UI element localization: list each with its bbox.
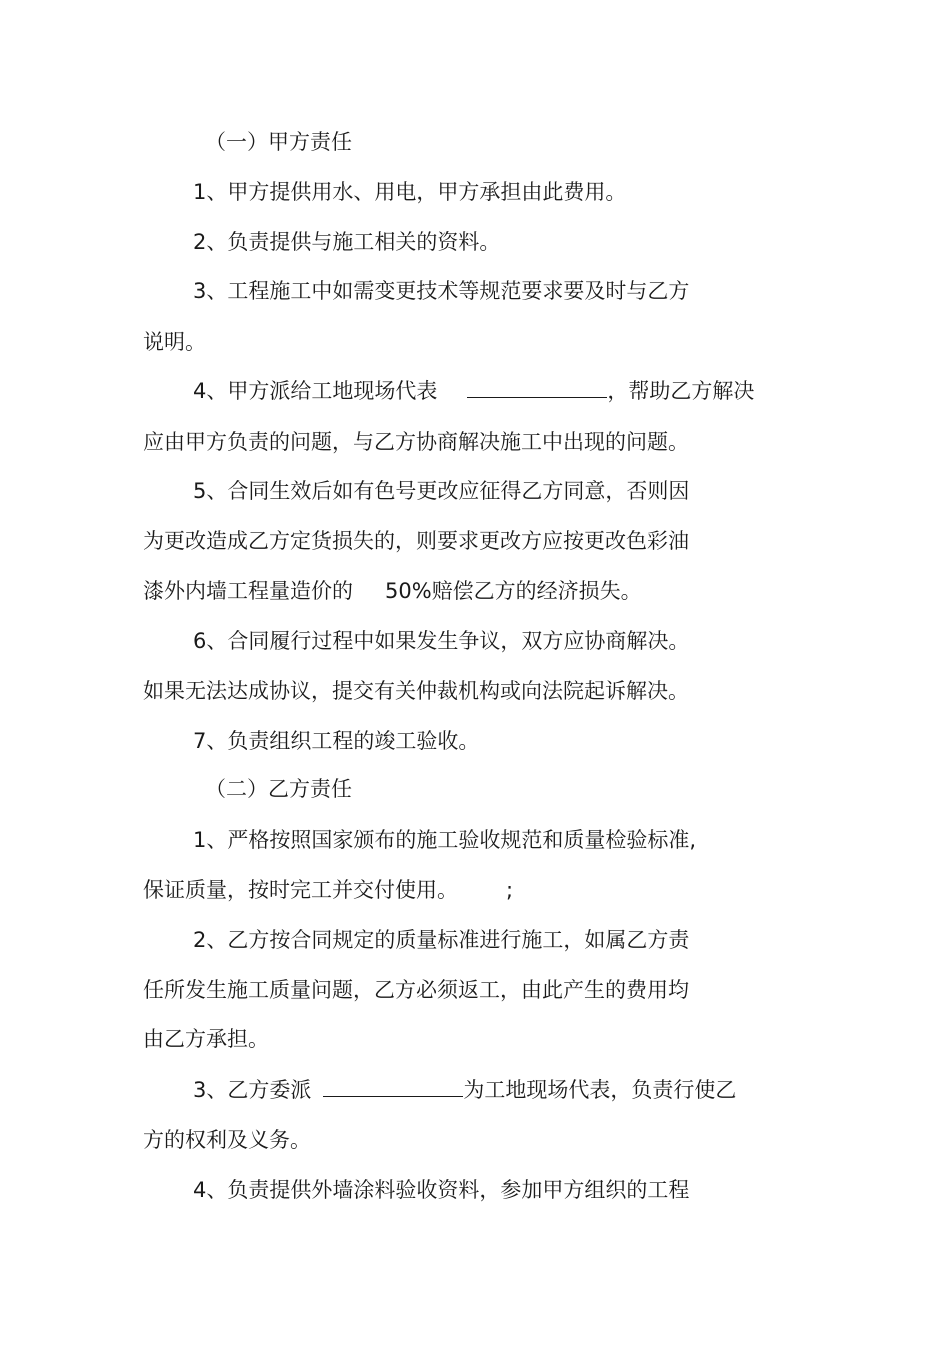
party-b-item-1-text-a: 保证质量，按时完工并交付使用。	[143, 878, 458, 902]
party-b-item-1-line-1: 1、严格按照国家颁布的施工验收规范和质量检验标准,	[193, 828, 697, 852]
party-a-item-5-line-2: 为更改造成乙方定货损失的，则要求更改方应按更改色彩油	[143, 529, 689, 553]
party-b-item-2-line-2: 任所发生施工质量问题，乙方必须返工，由此产生的费用均	[143, 978, 689, 1002]
party-b-item-3-line-1	[193, 1076, 736, 1104]
representative-blank-b	[323, 1078, 463, 1097]
party-a-item-3-line-2: 说明。	[143, 330, 206, 354]
party-a-item-5-percent: 50%	[385, 579, 432, 603]
section-heading-party-a: （一）甲方责任	[205, 130, 352, 154]
party-a-item-5-text-c: 赔偿乙方的经济损失。	[431, 579, 642, 603]
party-a-item-3-line-1: 3、工程施工中如需变更技术等规范要求要及时与乙方	[193, 279, 690, 303]
party-a-item-4-line-2: 应由甲方负责的问题，与乙方协商解决施工中出现的问题。	[143, 430, 689, 454]
party-b-item-3-line-2: 方的权利及义务。	[143, 1128, 311, 1152]
party-a-item-5-line-3	[143, 577, 642, 605]
party-b-item-4-line-1: 4、负责提供外墙涂料验收资料，参加甲方组织的工程	[193, 1178, 690, 1202]
party-b-item-1-semicolon: ;	[506, 878, 514, 902]
party-a-item-6-line-1: 6、合同履行过程中如果发生争议，双方应协商解决。	[193, 629, 690, 653]
party-a-item-5-line-1: 5、合同生效后如有色号更改应征得乙方同意，否则因	[193, 479, 690, 503]
section-heading-party-b: （二）乙方责任	[205, 777, 352, 801]
party-b-item-2-line-1: 2、乙方按合同规定的质量标准进行施工，如属乙方责	[193, 928, 690, 952]
party-b-item-2-line-3: 由乙方承担。	[143, 1027, 269, 1051]
party-b-item-3-text-b: 为工地现场代表，负责行使乙	[463, 1078, 737, 1102]
party-a-item-4-text-a: 4、甲方派给工地现场代表	[193, 379, 438, 403]
party-a-item-1: 1、甲方提供用水、用电，甲方承担由此费用。	[193, 180, 627, 204]
representative-blank-a	[467, 379, 607, 398]
party-a-item-4-text-b: ，帮助乙方解决	[607, 379, 755, 403]
party-b-item-3-text-a: 3、乙方委派	[193, 1078, 312, 1102]
party-a-item-5-text-a: 漆外内墙工程量造价的	[143, 579, 353, 603]
party-b-item-1-line-2	[143, 876, 513, 904]
party-a-item-6-line-2: 如果无法达成协议，提交有关仲裁机构或向法院起诉解决。	[143, 679, 689, 703]
party-a-item-2: 2、负责提供与施工相关的资料。	[193, 230, 501, 254]
party-a-item-4-line-1	[193, 377, 754, 405]
party-a-item-7: 7、负责组织工程的竣工验收。	[193, 729, 480, 753]
